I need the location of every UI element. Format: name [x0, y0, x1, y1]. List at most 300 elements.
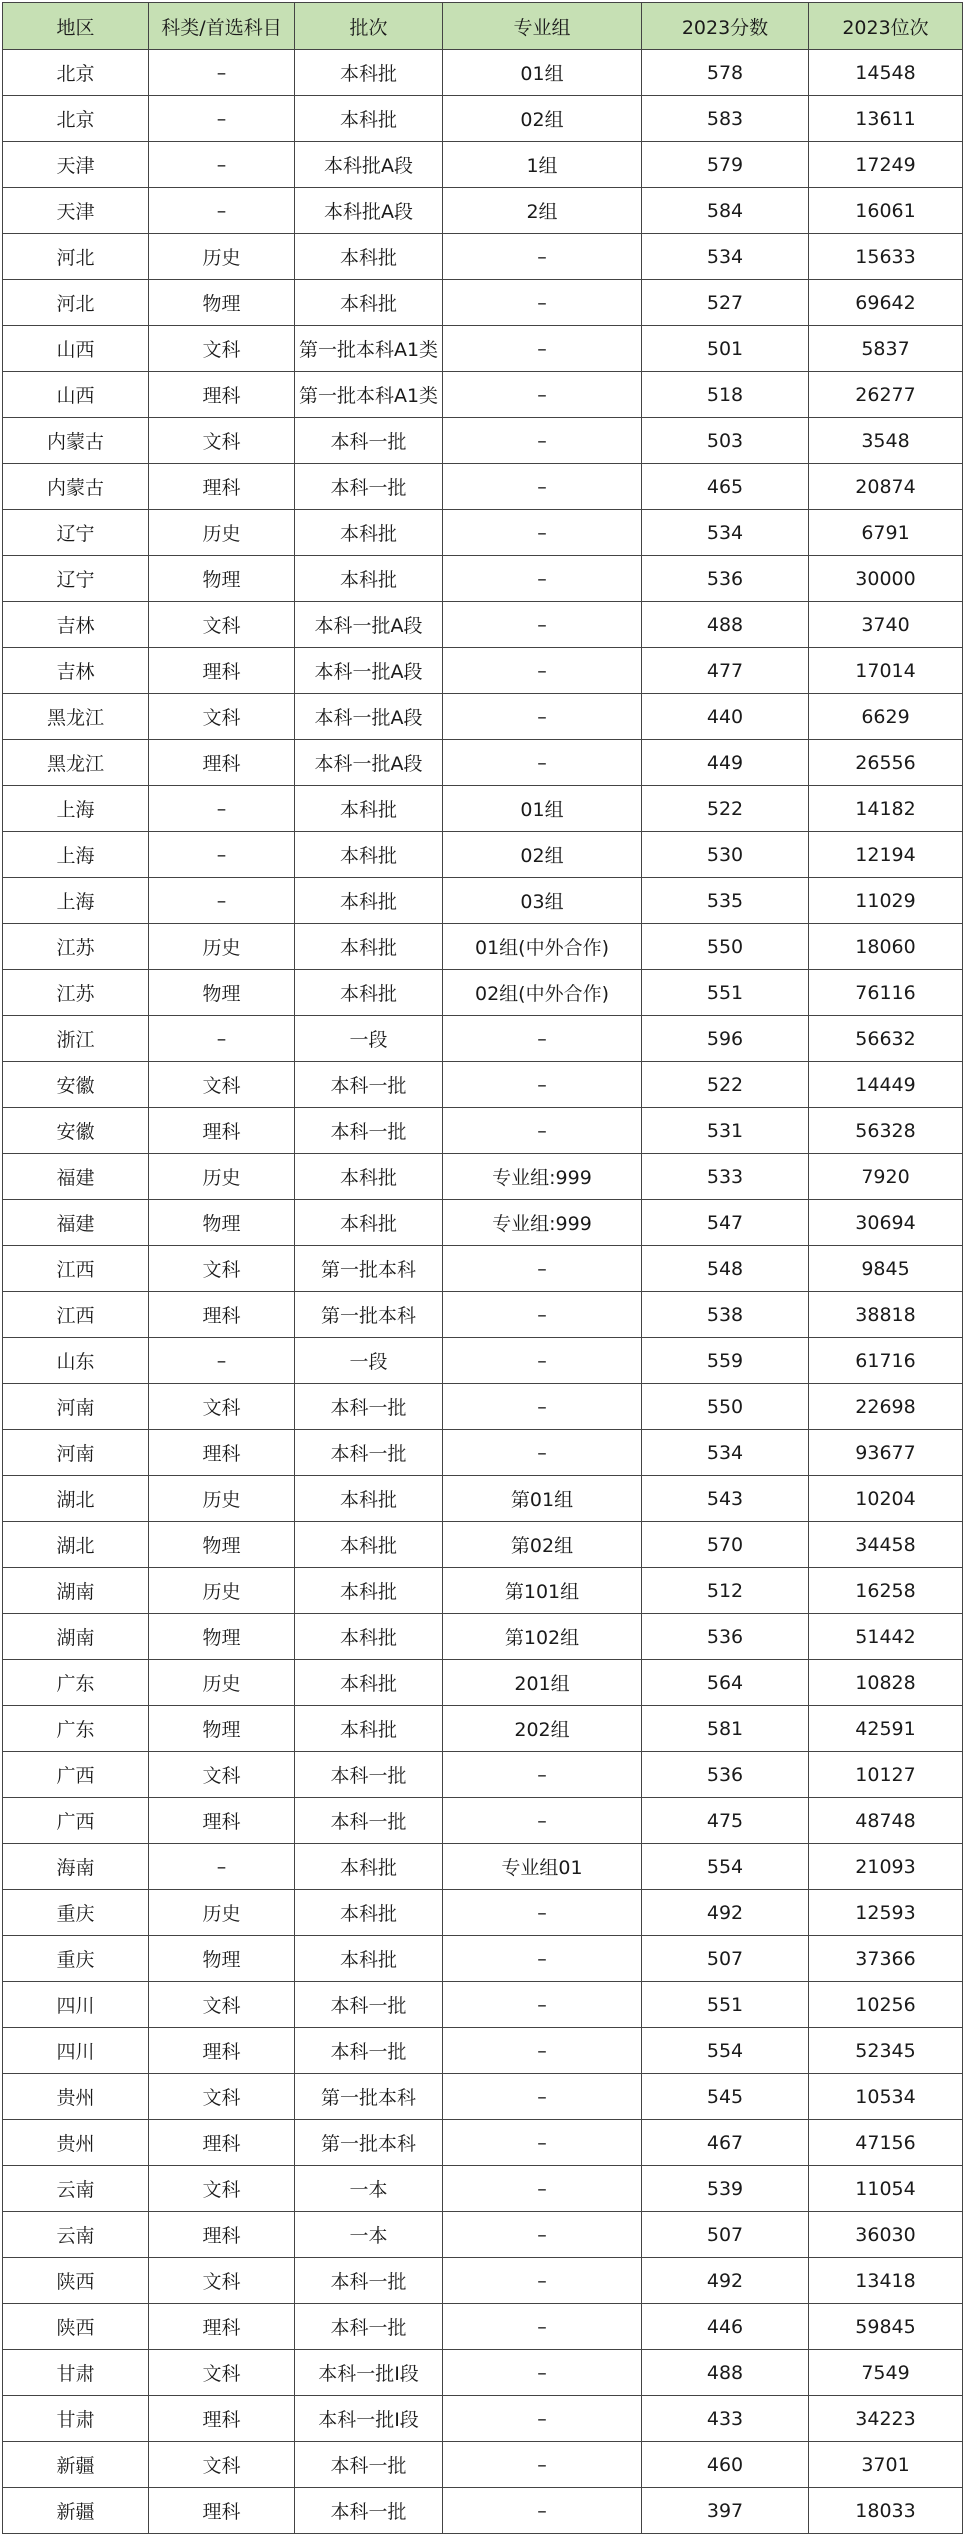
- cell-subject: 理科: [149, 740, 295, 786]
- cell-rank: 34458: [809, 1522, 963, 1568]
- cell-batch: 本科批: [295, 1568, 443, 1614]
- cell-score: 530: [642, 832, 809, 878]
- cell-rank: 36030: [809, 2212, 963, 2258]
- cell-rank: 15633: [809, 234, 963, 280]
- cell-major-group: –: [443, 1752, 642, 1798]
- cell-rank: 13611: [809, 96, 963, 142]
- cell-rank: 3701: [809, 2442, 963, 2488]
- cell-subject: –: [149, 142, 295, 188]
- cell-region: 安徽: [3, 1108, 149, 1154]
- cell-score: 522: [642, 786, 809, 832]
- cell-batch: 本科一批A段: [295, 602, 443, 648]
- cell-subject: 物理: [149, 1614, 295, 1660]
- table-row: [3, 1246, 963, 1292]
- table-row: [3, 2074, 963, 2120]
- cell-major-group: 02组: [443, 832, 642, 878]
- cell-region: 安徽: [3, 1062, 149, 1108]
- cell-major-group: –: [443, 1890, 642, 1936]
- cell-rank: 37366: [809, 1936, 963, 1982]
- cell-score: 501: [642, 326, 809, 372]
- cell-region: 河南: [3, 1430, 149, 1476]
- cell-batch: 本科批: [295, 1660, 443, 1706]
- cell-major-group: 202组: [443, 1706, 642, 1752]
- cell-major-group: –: [443, 2304, 642, 2350]
- cell-major-group: 01组: [443, 786, 642, 832]
- score-table: [2, 2, 963, 2534]
- cell-score: 538: [642, 1292, 809, 1338]
- cell-score: 596: [642, 1016, 809, 1062]
- cell-rank: 9845: [809, 1246, 963, 1292]
- cell-region: 内蒙古: [3, 418, 149, 464]
- cell-region: 广西: [3, 1798, 149, 1844]
- cell-rank: 52345: [809, 2028, 963, 2074]
- cell-rank: 59845: [809, 2304, 963, 2350]
- cell-region: 四川: [3, 2028, 149, 2074]
- cell-rank: 12194: [809, 832, 963, 878]
- cell-subject: 理科: [149, 1292, 295, 1338]
- cell-batch: 本科批: [295, 1476, 443, 1522]
- cell-score: 536: [642, 1614, 809, 1660]
- cell-score: 531: [642, 1108, 809, 1154]
- header-subject: 科类/首选科目: [149, 3, 295, 50]
- cell-rank: 11029: [809, 878, 963, 924]
- cell-subject: 物理: [149, 1200, 295, 1246]
- cell-region: 上海: [3, 786, 149, 832]
- cell-rank: 93677: [809, 1430, 963, 1476]
- table-row: [3, 1062, 963, 1108]
- table-row: [3, 878, 963, 924]
- cell-score: 584: [642, 188, 809, 234]
- cell-subject: 历史: [149, 1890, 295, 1936]
- table-row: [3, 602, 963, 648]
- cell-major-group: –: [443, 2396, 642, 2442]
- cell-rank: 17014: [809, 648, 963, 694]
- cell-score: 564: [642, 1660, 809, 1706]
- cell-subject: 文科: [149, 602, 295, 648]
- cell-subject: 文科: [149, 2442, 295, 2488]
- cell-rank: 13418: [809, 2258, 963, 2304]
- cell-batch: 本科批: [295, 786, 443, 832]
- cell-region: 辽宁: [3, 510, 149, 556]
- cell-score: 449: [642, 740, 809, 786]
- cell-score: 536: [642, 1752, 809, 1798]
- cell-subject: 历史: [149, 1154, 295, 1200]
- cell-score: 536: [642, 556, 809, 602]
- cell-region: 江苏: [3, 970, 149, 1016]
- cell-rank: 11054: [809, 2166, 963, 2212]
- table-row: [3, 740, 963, 786]
- cell-score: 465: [642, 464, 809, 510]
- cell-subject: 历史: [149, 510, 295, 556]
- table-row: [3, 1568, 963, 1614]
- cell-rank: 56632: [809, 1016, 963, 1062]
- cell-subject: 文科: [149, 1752, 295, 1798]
- cell-subject: 理科: [149, 2120, 295, 2166]
- cell-region: 北京: [3, 50, 149, 96]
- table-row: [3, 1154, 963, 1200]
- cell-major-group: –: [443, 2258, 642, 2304]
- cell-subject: 理科: [149, 1430, 295, 1476]
- cell-region: 贵州: [3, 2120, 149, 2166]
- cell-region: 湖南: [3, 1614, 149, 1660]
- cell-major-group: –: [443, 2120, 642, 2166]
- cell-subject: 文科: [149, 1982, 295, 2028]
- cell-rank: 16258: [809, 1568, 963, 1614]
- cell-subject: 文科: [149, 2258, 295, 2304]
- header-batch: 批次: [295, 3, 443, 50]
- cell-region: 广西: [3, 1752, 149, 1798]
- cell-region: 新疆: [3, 2442, 149, 2488]
- cell-score: 507: [642, 1936, 809, 1982]
- cell-score: 581: [642, 1706, 809, 1752]
- cell-batch: 本科批: [295, 832, 443, 878]
- cell-region: 吉林: [3, 648, 149, 694]
- cell-score: 548: [642, 1246, 809, 1292]
- table-row: [3, 1476, 963, 1522]
- cell-rank: 22698: [809, 1384, 963, 1430]
- cell-batch: 本科批A段: [295, 188, 443, 234]
- cell-rank: 42591: [809, 1706, 963, 1752]
- header-row: [3, 3, 963, 50]
- cell-batch: 本科一批: [295, 1108, 443, 1154]
- cell-score: 551: [642, 970, 809, 1016]
- table-row: [3, 1982, 963, 2028]
- cell-region: 河北: [3, 280, 149, 326]
- table-row: [3, 2212, 963, 2258]
- cell-batch: 本科批: [295, 1890, 443, 1936]
- cell-major-group: 1组: [443, 142, 642, 188]
- cell-batch: 本科一批A段: [295, 648, 443, 694]
- cell-region: 江西: [3, 1292, 149, 1338]
- cell-rank: 26277: [809, 372, 963, 418]
- table-body: [3, 50, 963, 2534]
- cell-rank: 6791: [809, 510, 963, 556]
- cell-major-group: –: [443, 1338, 642, 1384]
- cell-score: 503: [642, 418, 809, 464]
- cell-major-group: –: [443, 648, 642, 694]
- table-row: [3, 326, 963, 372]
- cell-score: 570: [642, 1522, 809, 1568]
- table-row: [3, 418, 963, 464]
- cell-score: 488: [642, 2350, 809, 2396]
- cell-region: 黑龙江: [3, 694, 149, 740]
- cell-major-group: –: [443, 1246, 642, 1292]
- cell-region: 甘肃: [3, 2350, 149, 2396]
- table-row: [3, 2028, 963, 2074]
- cell-subject: 物理: [149, 280, 295, 326]
- table-row: [3, 786, 963, 832]
- cell-score: 492: [642, 1890, 809, 1936]
- cell-subject: –: [149, 188, 295, 234]
- cell-region: 重庆: [3, 1890, 149, 1936]
- cell-major-group: –: [443, 1292, 642, 1338]
- cell-region: 天津: [3, 142, 149, 188]
- header-region: 地区: [3, 3, 149, 50]
- cell-subject: 文科: [149, 2074, 295, 2120]
- cell-score: 545: [642, 2074, 809, 2120]
- cell-score: 527: [642, 280, 809, 326]
- table-row: [3, 1108, 963, 1154]
- cell-region: 云南: [3, 2212, 149, 2258]
- cell-batch: 本科批: [295, 50, 443, 96]
- cell-major-group: 2组: [443, 188, 642, 234]
- table-row: [3, 2350, 963, 2396]
- cell-major-group: –: [443, 1384, 642, 1430]
- cell-batch: 一本: [295, 2212, 443, 2258]
- table-row: [3, 2396, 963, 2442]
- cell-batch: 本科一批: [295, 1430, 443, 1476]
- table-row: [3, 924, 963, 970]
- cell-batch: 本科批: [295, 1614, 443, 1660]
- cell-major-group: 01组(中外合作): [443, 924, 642, 970]
- cell-region: 广东: [3, 1660, 149, 1706]
- cell-region: 河北: [3, 234, 149, 280]
- table-row: [3, 2120, 963, 2166]
- cell-major-group: –: [443, 234, 642, 280]
- cell-batch: 第一批本科: [295, 1292, 443, 1338]
- cell-batch: 本科一批A段: [295, 740, 443, 786]
- cell-batch: 本科一批: [295, 1798, 443, 1844]
- cell-batch: 本科一批: [295, 464, 443, 510]
- cell-rank: 3548: [809, 418, 963, 464]
- cell-subject: 物理: [149, 970, 295, 1016]
- cell-subject: 理科: [149, 1108, 295, 1154]
- table-row: [3, 1338, 963, 1384]
- cell-rank: 18033: [809, 2488, 963, 2534]
- cell-region: 云南: [3, 2166, 149, 2212]
- cell-major-group: 02组: [443, 96, 642, 142]
- cell-batch: 第一批本科: [295, 2074, 443, 2120]
- cell-score: 477: [642, 648, 809, 694]
- cell-score: 579: [642, 142, 809, 188]
- cell-major-group: –: [443, 740, 642, 786]
- cell-subject: 文科: [149, 1062, 295, 1108]
- cell-major-group: 第01组: [443, 1476, 642, 1522]
- cell-score: 533: [642, 1154, 809, 1200]
- cell-rank: 7549: [809, 2350, 963, 2396]
- cell-subject: 物理: [149, 1706, 295, 1752]
- cell-subject: 历史: [149, 1660, 295, 1706]
- cell-rank: 56328: [809, 1108, 963, 1154]
- header-major-group: 专业组: [443, 3, 642, 50]
- cell-region: 上海: [3, 832, 149, 878]
- cell-region: 四川: [3, 1982, 149, 2028]
- cell-region: 江苏: [3, 924, 149, 970]
- cell-batch: 第一批本科: [295, 2120, 443, 2166]
- cell-score: 554: [642, 2028, 809, 2074]
- cell-rank: 30694: [809, 1200, 963, 1246]
- table-row: [3, 50, 963, 96]
- cell-major-group: 第02组: [443, 1522, 642, 1568]
- table-row: [3, 464, 963, 510]
- cell-rank: 30000: [809, 556, 963, 602]
- cell-subject: 物理: [149, 556, 295, 602]
- cell-score: 559: [642, 1338, 809, 1384]
- table-row: [3, 1890, 963, 1936]
- cell-major-group: –: [443, 2074, 642, 2120]
- cell-rank: 14548: [809, 50, 963, 96]
- cell-score: 507: [642, 2212, 809, 2258]
- cell-subject: –: [149, 96, 295, 142]
- cell-major-group: –: [443, 1936, 642, 1982]
- cell-batch: 第一批本科A1类: [295, 326, 443, 372]
- cell-subject: 理科: [149, 2212, 295, 2258]
- cell-batch: 本科一批: [295, 1062, 443, 1108]
- table-row: [3, 1706, 963, 1752]
- cell-major-group: 02组(中外合作): [443, 970, 642, 1016]
- cell-batch: 本科批: [295, 510, 443, 556]
- table-row: [3, 1936, 963, 1982]
- table-row: [3, 556, 963, 602]
- cell-region: 北京: [3, 96, 149, 142]
- cell-score: 518: [642, 372, 809, 418]
- cell-rank: 61716: [809, 1338, 963, 1384]
- cell-batch: 本科批: [295, 924, 443, 970]
- table-row: [3, 372, 963, 418]
- cell-region: 江西: [3, 1246, 149, 1292]
- cell-subject: 文科: [149, 1384, 295, 1430]
- cell-rank: 26556: [809, 740, 963, 786]
- cell-subject: 理科: [149, 2304, 295, 2350]
- cell-batch: 本科批: [295, 970, 443, 1016]
- table-row: [3, 234, 963, 280]
- cell-major-group: –: [443, 694, 642, 740]
- table-row: [3, 188, 963, 234]
- cell-major-group: 第101组: [443, 1568, 642, 1614]
- cell-region: 新疆: [3, 2488, 149, 2534]
- table-row: [3, 280, 963, 326]
- cell-score: 460: [642, 2442, 809, 2488]
- table-row: [3, 1384, 963, 1430]
- cell-batch: 本科批: [295, 1522, 443, 1568]
- cell-batch: 本科一批: [295, 2258, 443, 2304]
- cell-region: 广东: [3, 1706, 149, 1752]
- cell-subject: 历史: [149, 1568, 295, 1614]
- cell-major-group: 201组: [443, 1660, 642, 1706]
- cell-rank: 3740: [809, 602, 963, 648]
- cell-rank: 10204: [809, 1476, 963, 1522]
- cell-subject: 文科: [149, 326, 295, 372]
- cell-rank: 12593: [809, 1890, 963, 1936]
- cell-major-group: –: [443, 1108, 642, 1154]
- cell-score: 467: [642, 2120, 809, 2166]
- table-row: [3, 142, 963, 188]
- cell-region: 浙江: [3, 1016, 149, 1062]
- cell-region: 贵州: [3, 2074, 149, 2120]
- table-row: [3, 2258, 963, 2304]
- cell-batch: 本科一批: [295, 2028, 443, 2074]
- cell-region: 山西: [3, 326, 149, 372]
- table-row: [3, 694, 963, 740]
- cell-rank: 5837: [809, 326, 963, 372]
- cell-rank: 17249: [809, 142, 963, 188]
- cell-batch: 本科批: [295, 280, 443, 326]
- cell-score: 550: [642, 924, 809, 970]
- cell-major-group: –: [443, 326, 642, 372]
- cell-score: 534: [642, 234, 809, 280]
- cell-region: 吉林: [3, 602, 149, 648]
- table-row: [3, 970, 963, 1016]
- cell-batch: 一段: [295, 1338, 443, 1384]
- cell-major-group: –: [443, 510, 642, 556]
- cell-score: 539: [642, 2166, 809, 2212]
- cell-batch: 本科批: [295, 96, 443, 142]
- cell-batch: 本科批: [295, 1706, 443, 1752]
- cell-major-group: 第102组: [443, 1614, 642, 1660]
- cell-region: 山东: [3, 1338, 149, 1384]
- cell-major-group: –: [443, 2442, 642, 2488]
- cell-rank: 10127: [809, 1752, 963, 1798]
- table-row: [3, 2488, 963, 2534]
- cell-subject: 理科: [149, 464, 295, 510]
- cell-region: 天津: [3, 188, 149, 234]
- cell-subject: –: [149, 878, 295, 924]
- cell-rank: 10256: [809, 1982, 963, 2028]
- cell-rank: 18060: [809, 924, 963, 970]
- table-row: [3, 2304, 963, 2350]
- cell-region: 湖北: [3, 1476, 149, 1522]
- cell-subject: 理科: [149, 2488, 295, 2534]
- cell-batch: 本科一批I段: [295, 2396, 443, 2442]
- cell-score: 534: [642, 1430, 809, 1476]
- cell-major-group: –: [443, 556, 642, 602]
- cell-batch: 本科批: [295, 878, 443, 924]
- table-row: [3, 1614, 963, 1660]
- cell-batch: 第一批本科: [295, 1246, 443, 1292]
- cell-major-group: –: [443, 1016, 642, 1062]
- cell-major-group: –: [443, 372, 642, 418]
- cell-region: 福建: [3, 1200, 149, 1246]
- cell-subject: 文科: [149, 2166, 295, 2212]
- cell-score: 551: [642, 1982, 809, 2028]
- table-row: [3, 1292, 963, 1338]
- cell-region: 福建: [3, 1154, 149, 1200]
- table-row: [3, 1430, 963, 1476]
- cell-region: 内蒙古: [3, 464, 149, 510]
- cell-batch: 一本: [295, 2166, 443, 2212]
- header-score: 2023分数: [642, 3, 809, 50]
- cell-score: 535: [642, 878, 809, 924]
- cell-score: 550: [642, 1384, 809, 1430]
- cell-batch: 本科批: [295, 234, 443, 280]
- cell-subject: 文科: [149, 1246, 295, 1292]
- cell-major-group: –: [443, 602, 642, 648]
- cell-subject: 物理: [149, 1936, 295, 1982]
- cell-rank: 10828: [809, 1660, 963, 1706]
- cell-batch: 本科一批A段: [295, 694, 443, 740]
- cell-subject: 文科: [149, 418, 295, 464]
- cell-major-group: 专业组:999: [443, 1200, 642, 1246]
- cell-rank: 51442: [809, 1614, 963, 1660]
- cell-batch: 本科一批: [295, 1982, 443, 2028]
- cell-major-group: –: [443, 464, 642, 510]
- cell-rank: 48748: [809, 1798, 963, 1844]
- cell-subject: –: [149, 1016, 295, 1062]
- cell-score: 522: [642, 1062, 809, 1108]
- cell-batch: 一段: [295, 1016, 443, 1062]
- cell-subject: –: [149, 832, 295, 878]
- cell-batch: 本科批: [295, 1200, 443, 1246]
- cell-rank: 7920: [809, 1154, 963, 1200]
- cell-subject: 理科: [149, 648, 295, 694]
- cell-region: 湖南: [3, 1568, 149, 1614]
- cell-score: 578: [642, 50, 809, 96]
- cell-subject: –: [149, 786, 295, 832]
- cell-score: 543: [642, 1476, 809, 1522]
- cell-score: 440: [642, 694, 809, 740]
- cell-score: 433: [642, 2396, 809, 2442]
- cell-batch: 本科一批: [295, 2442, 443, 2488]
